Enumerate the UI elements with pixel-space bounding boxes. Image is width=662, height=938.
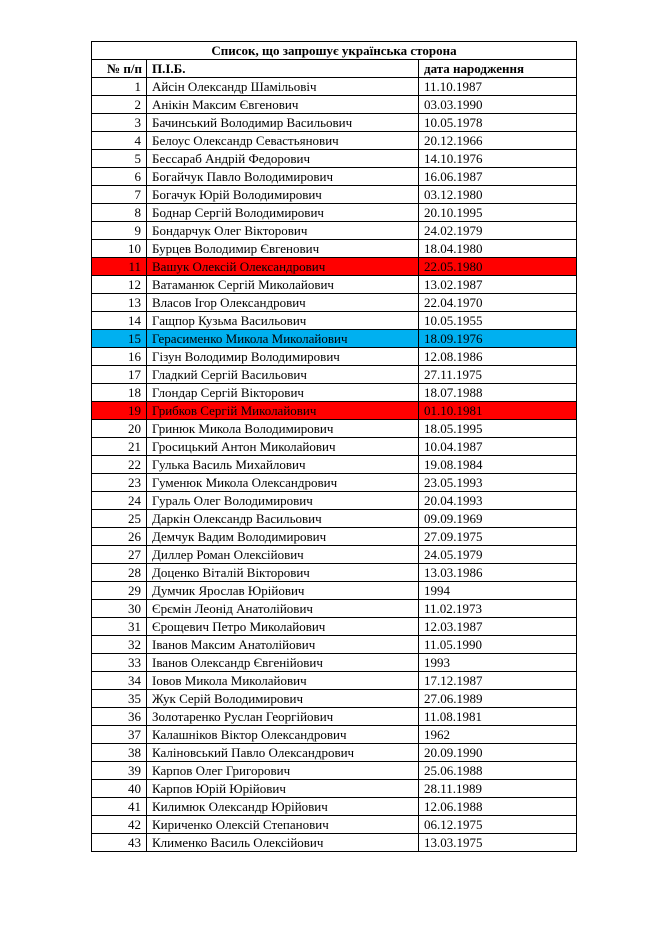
- table-row: [92, 258, 577, 276]
- row-number: 20: [92, 420, 147, 438]
- birth-date: 14.10.1976: [419, 150, 577, 168]
- table-row: [92, 438, 577, 456]
- invitation-list-table: [91, 41, 577, 852]
- person-name: Вашук Олексій Олександрович: [147, 258, 419, 276]
- birth-date: 25.06.1988: [419, 762, 577, 780]
- birth-date: 18.09.1976: [419, 330, 577, 348]
- person-name: Гросицький Антон Миколайович: [147, 438, 419, 456]
- birth-date: 27.11.1975: [419, 366, 577, 384]
- person-name: Демчук Вадим Володимирович: [147, 528, 419, 546]
- table-row: [92, 348, 577, 366]
- row-number: 1: [92, 78, 147, 96]
- row-number: 35: [92, 690, 147, 708]
- column-header-number: № п/п: [92, 60, 147, 78]
- birth-date: 10.05.1955: [419, 312, 577, 330]
- table-row: [92, 474, 577, 492]
- table-row: [92, 564, 577, 582]
- row-number: 39: [92, 762, 147, 780]
- column-header-row: [92, 60, 577, 78]
- person-name: Єрємін Леонід Анатолійович: [147, 600, 419, 618]
- row-number: 28: [92, 564, 147, 582]
- person-name: Гураль Олег Володимирович: [147, 492, 419, 510]
- birth-date: 13.02.1987: [419, 276, 577, 294]
- row-number: 41: [92, 798, 147, 816]
- birth-date: 10.04.1987: [419, 438, 577, 456]
- person-name: Бурцев Володимир Євгенович: [147, 240, 419, 258]
- row-number: 37: [92, 726, 147, 744]
- birth-date: 03.12.1980: [419, 186, 577, 204]
- person-name: Бондарчук Олег Вікторович: [147, 222, 419, 240]
- person-name: Гізун Володимир Володимирович: [147, 348, 419, 366]
- birth-date: 20.12.1966: [419, 132, 577, 150]
- table-row: [92, 582, 577, 600]
- table-row: [92, 762, 577, 780]
- table-row: [92, 132, 577, 150]
- table-row: [92, 384, 577, 402]
- row-number: 19: [92, 402, 147, 420]
- row-number: 2: [92, 96, 147, 114]
- person-name: Калашніков Віктор Олександрович: [147, 726, 419, 744]
- table-row: [92, 366, 577, 384]
- row-number: 7: [92, 186, 147, 204]
- row-number: 14: [92, 312, 147, 330]
- table-row: [92, 78, 577, 96]
- birth-date: 22.04.1970: [419, 294, 577, 312]
- row-number: 6: [92, 168, 147, 186]
- row-number: 43: [92, 834, 147, 852]
- birth-date: 1993: [419, 654, 577, 672]
- row-number: 11: [92, 258, 147, 276]
- table-row: [92, 150, 577, 168]
- person-name: Карпов Олег Григорович: [147, 762, 419, 780]
- person-name: Жук Серій Володимирович: [147, 690, 419, 708]
- person-name: Даркін Олександр Васильович: [147, 510, 419, 528]
- person-name: Килимюк Олександр Юрійович: [147, 798, 419, 816]
- table-row: [92, 672, 577, 690]
- row-number: 32: [92, 636, 147, 654]
- birth-date: 18.04.1980: [419, 240, 577, 258]
- birth-date: 24.05.1979: [419, 546, 577, 564]
- birth-date: 13.03.1986: [419, 564, 577, 582]
- birth-date: 23.05.1993: [419, 474, 577, 492]
- person-name: Золотаренко Руслан Георгійович: [147, 708, 419, 726]
- table-row: [92, 546, 577, 564]
- person-name: Гулька Василь Михайлович: [147, 456, 419, 474]
- table-row: [92, 528, 577, 546]
- person-name: Думчик Ярослав Юрійович: [147, 582, 419, 600]
- person-name: Грибков Сергій Миколайович: [147, 402, 419, 420]
- column-header-birth-date: дата народження: [419, 60, 577, 78]
- table-title-row: [92, 42, 577, 60]
- person-name: Бачинський Володимир Васильович: [147, 114, 419, 132]
- row-number: 30: [92, 600, 147, 618]
- person-name: Єрощевич Петро Миколайович: [147, 618, 419, 636]
- row-number: 36: [92, 708, 147, 726]
- person-name: Іовов Микола Миколайович: [147, 672, 419, 690]
- row-number: 29: [92, 582, 147, 600]
- table-row: [92, 96, 577, 114]
- person-name: Глондар Сергій Вікторович: [147, 384, 419, 402]
- person-name: Іванов Максим Анатолійович: [147, 636, 419, 654]
- table-row: [92, 780, 577, 798]
- birth-date: 09.09.1969: [419, 510, 577, 528]
- table-row: [92, 312, 577, 330]
- birth-date: 11.05.1990: [419, 636, 577, 654]
- person-name: Ватаманюк Сергій Миколайович: [147, 276, 419, 294]
- row-number: 10: [92, 240, 147, 258]
- row-number: 8: [92, 204, 147, 222]
- table-row: [92, 510, 577, 528]
- birth-date: 12.06.1988: [419, 798, 577, 816]
- person-name: Белоус Олександр Севастьянович: [147, 132, 419, 150]
- table-row: [92, 618, 577, 636]
- birth-date: 01.10.1981: [419, 402, 577, 420]
- person-name: Герасименко Микола Миколайович: [147, 330, 419, 348]
- table-row: [92, 816, 577, 834]
- row-number: 15: [92, 330, 147, 348]
- row-number: 13: [92, 294, 147, 312]
- birth-date: 12.03.1987: [419, 618, 577, 636]
- table-row: [92, 276, 577, 294]
- table-row: [92, 600, 577, 618]
- table-row: [92, 240, 577, 258]
- person-name: Айсін Олександр Шамільовіч: [147, 78, 419, 96]
- row-number: 17: [92, 366, 147, 384]
- person-name: Каліновський Павло Олександрович: [147, 744, 419, 762]
- row-number: 21: [92, 438, 147, 456]
- birth-date: 11.08.1981: [419, 708, 577, 726]
- birth-date: 20.04.1993: [419, 492, 577, 510]
- birth-date: 1962: [419, 726, 577, 744]
- row-number: 34: [92, 672, 147, 690]
- birth-date: 16.06.1987: [419, 168, 577, 186]
- birth-date: 11.02.1973: [419, 600, 577, 618]
- person-name: Диллер Роман Олексійович: [147, 546, 419, 564]
- birth-date: 1994: [419, 582, 577, 600]
- table-row: [92, 222, 577, 240]
- birth-date: 24.02.1979: [419, 222, 577, 240]
- person-name: Клименко Василь Олексійович: [147, 834, 419, 852]
- table-row: [92, 114, 577, 132]
- table-row: [92, 834, 577, 852]
- table-row: [92, 330, 577, 348]
- birth-date: 18.07.1988: [419, 384, 577, 402]
- row-number: 33: [92, 654, 147, 672]
- row-number: 25: [92, 510, 147, 528]
- birth-date: 19.08.1984: [419, 456, 577, 474]
- row-number: 5: [92, 150, 147, 168]
- row-number: 22: [92, 456, 147, 474]
- table-row: [92, 294, 577, 312]
- person-name: Гуменюк Микола Олександрович: [147, 474, 419, 492]
- birth-date: 28.11.1989: [419, 780, 577, 798]
- birth-date: 20.09.1990: [419, 744, 577, 762]
- table-row: [92, 708, 577, 726]
- table-row: [92, 636, 577, 654]
- row-number: 31: [92, 618, 147, 636]
- row-number: 26: [92, 528, 147, 546]
- person-name: Власов Ігор Олександрович: [147, 294, 419, 312]
- row-number: 9: [92, 222, 147, 240]
- birth-date: 06.12.1975: [419, 816, 577, 834]
- person-name: Карпов Юрій Юрійович: [147, 780, 419, 798]
- table-row: [92, 168, 577, 186]
- table-row: [92, 186, 577, 204]
- table-row: [92, 744, 577, 762]
- birth-date: 10.05.1978: [419, 114, 577, 132]
- table-row: [92, 726, 577, 744]
- row-number: 16: [92, 348, 147, 366]
- birth-date: 18.05.1995: [419, 420, 577, 438]
- table-row: [92, 492, 577, 510]
- row-number: 12: [92, 276, 147, 294]
- row-number: 4: [92, 132, 147, 150]
- birth-date: 27.06.1989: [419, 690, 577, 708]
- row-number: 24: [92, 492, 147, 510]
- table-row: [92, 798, 577, 816]
- table-row: [92, 402, 577, 420]
- person-name: Бессараб Андрій Федорович: [147, 150, 419, 168]
- row-number: 3: [92, 114, 147, 132]
- person-name: Анікін Максим Євгенович: [147, 96, 419, 114]
- table-row: [92, 420, 577, 438]
- row-number: 40: [92, 780, 147, 798]
- birth-date: 12.08.1986: [419, 348, 577, 366]
- person-name: Богачук Юрій Володимирович: [147, 186, 419, 204]
- birth-date: 22.05.1980: [419, 258, 577, 276]
- row-number: 18: [92, 384, 147, 402]
- row-number: 38: [92, 744, 147, 762]
- person-name: Гащпор Кузьма Васильович: [147, 312, 419, 330]
- birth-date: 13.03.1975: [419, 834, 577, 852]
- table-row: [92, 204, 577, 222]
- person-name: Доценко Віталій Вікторович: [147, 564, 419, 582]
- person-name: Гринюк Микола Володимирович: [147, 420, 419, 438]
- row-number: 27: [92, 546, 147, 564]
- person-name: Гладкий Сергій Васильович: [147, 366, 419, 384]
- person-name: Богайчук Павло Володимирович: [147, 168, 419, 186]
- person-name: Кириченко Олексій Степанович: [147, 816, 419, 834]
- column-header-name: П.І.Б.: [147, 60, 419, 78]
- birth-date: 03.03.1990: [419, 96, 577, 114]
- person-name: Боднар Сергій Володимирович: [147, 204, 419, 222]
- birth-date: 20.10.1995: [419, 204, 577, 222]
- birth-date: 27.09.1975: [419, 528, 577, 546]
- table-row: [92, 456, 577, 474]
- table-title: Список, що запрошує українська сторона: [92, 42, 577, 60]
- table-row: [92, 654, 577, 672]
- birth-date: 11.10.1987: [419, 78, 577, 96]
- row-number: 42: [92, 816, 147, 834]
- table-row: [92, 690, 577, 708]
- birth-date: 17.12.1987: [419, 672, 577, 690]
- row-number: 23: [92, 474, 147, 492]
- person-name: Іванов Олександр Євгенійович: [147, 654, 419, 672]
